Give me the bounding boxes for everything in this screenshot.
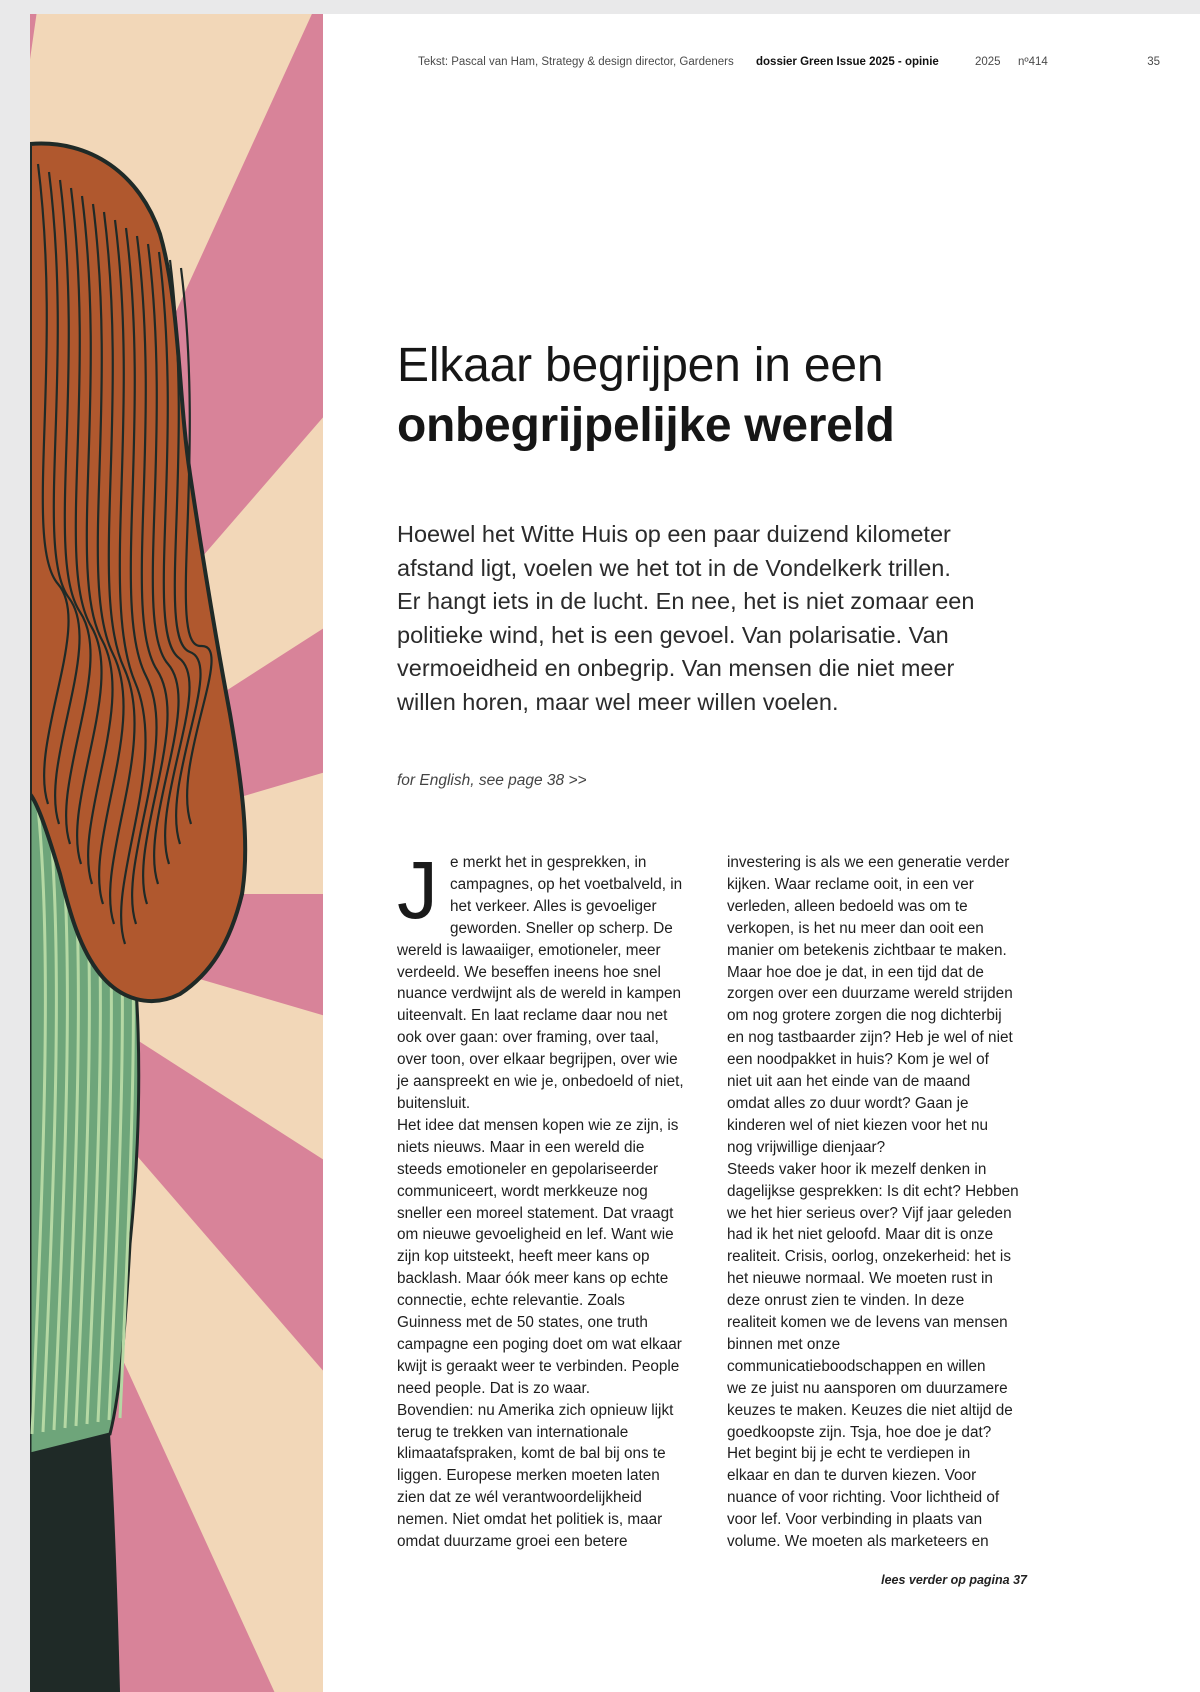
body-text-column-1: e merkt het in gesprekken, in campagnes, op het voetbalveld, in het verkeer. Alles is gevoeliger geworden. Sneller op scherp. De wereld is lawaaiiger, emotioneler, meer verdeeld. We beseffen ineens hoe snel nuance verdwijnt als de wereld in kampen uiteenvalt. En laat reclame daar nou net ook over gaan: over framing, over taal, over toon, over elkaar begrijpen, over wie je aanspreekt en wie je, onbedoeld of niet, buitensluit. Het idee dat mensen kopen wie ze zijn, is niets nieuws. Maar in een wereld die steeds emotioneler en gepolariseerder communiceert, wordt merkkeuze nog sneller een moreel statement. Dat vraagt om nieuwe gevoeligheid en lef. Want wie zijn kop uitsteekt, heeft meer kans op backlash. Maar óók meer kans op echte connectie, echte relevantie. Zoals Guinness met de 50 states, one truth campagne een poging doet om wat elkaar kwijt is geraakt weer te verbinden. People need people. Dat is zo waar. Bovendien: nu Amerika zich opnieuw lijkt terug te trekken van internationale klimaatafspraken, komt de bal bij ons te liggen. Europese merken moeten laten zien dat ze wél verantwoordelijkheid nemen. Niet omdat het politiek is, maar omdat duurzame groei een betere: [397, 854, 684, 1551]
section-label: dossier Green Issue 2025 - opinie: [756, 56, 939, 68]
woman-hair-illustration: [30, 14, 323, 1692]
english-version-link[interactable]: for English, see page 38 >>: [397, 772, 587, 789]
author-credit: Tekst: Pascal van Ham, Strategy & design director, Gardeners: [418, 56, 734, 68]
body-column-2: [727, 852, 1047, 1553]
title-line-1: Elkaar begrijpen in een: [397, 339, 884, 392]
illustration-panel: [30, 14, 323, 1692]
issue-number: nº414: [1018, 56, 1048, 68]
trousers: [30, 1434, 120, 1692]
article-lead: Hoewel het Witte Huis op een paar duizend kilometer afstand ligt, voelen we het tot in de Vondelkerk trillen. Er hangt iets in de lucht. En nee, het is niet zomaar een politieke wind, het is een gevoel. Van polarisatie. Van vermoeidheid en onbegrip. Van mensen die niet meer willen horen, maar wel meer willen voelen.: [397, 521, 975, 715]
page-header: [418, 56, 1160, 76]
magazine-page: [30, 14, 1200, 1692]
title-line-2: onbegrijpelijke wereld: [397, 399, 895, 452]
page-number: 35: [1147, 56, 1160, 68]
issue-year: 2025: [975, 56, 1001, 68]
body-text-column-2: investering is als we een generatie verder kijken. Waar reclame ooit, in een ver verleden, alleen bedoeld was om te verkopen, is het nu meer dan ooit een manier om betekenis zichtbaar te maken. Maar hoe doe je dat, in een tijd dat de zorgen over een duurzame wereld strijden om nog grotere zorgen die nog dichterbij en nog tastbaarder zijn? Heb je wel of niet een noodpakket in huis? Kom je wel of niet uit aan het einde van de maand omdat alles zo duur wordt? Gaan je kinderen wel of niet kiezen voor het nu nog vrijwillige dienjaar? Steeds vaker hoor ik mezelf denken in dagelijkse gesprekken: Is dit echt? Hebben we het hier serieus over? Vijf jaar geleden had ik het niet geloofd. Maar dit is onze realiteit. Crisis, oorlog, onzekerheid: het is het nieuwe normaal. We moeten rust in deze onrust zien te vinden. In deze realiteit komen we de levens van mensen binnen met onze communicatieboodschappen en willen we ze juist nu aansporen om duurzamere keuzes te maken. Keuzes die niet altijd de goedkoopste zijn. Tsja, hoe doe je dat? Het begint bij je echt te verdiepen in elkaar en dan te durven kiezen. Voor nuance of voor richting. Voor lichtheid of voor lef. Voor verbinding in plaats van volume. We moeten als marketeers en: [727, 854, 1019, 1551]
article-title: [397, 336, 1157, 456]
continued-on-page: lees verder op pagina 37: [881, 1573, 1027, 1587]
body-column-1: [397, 845, 717, 1553]
drop-cap: J: [397, 845, 438, 936]
